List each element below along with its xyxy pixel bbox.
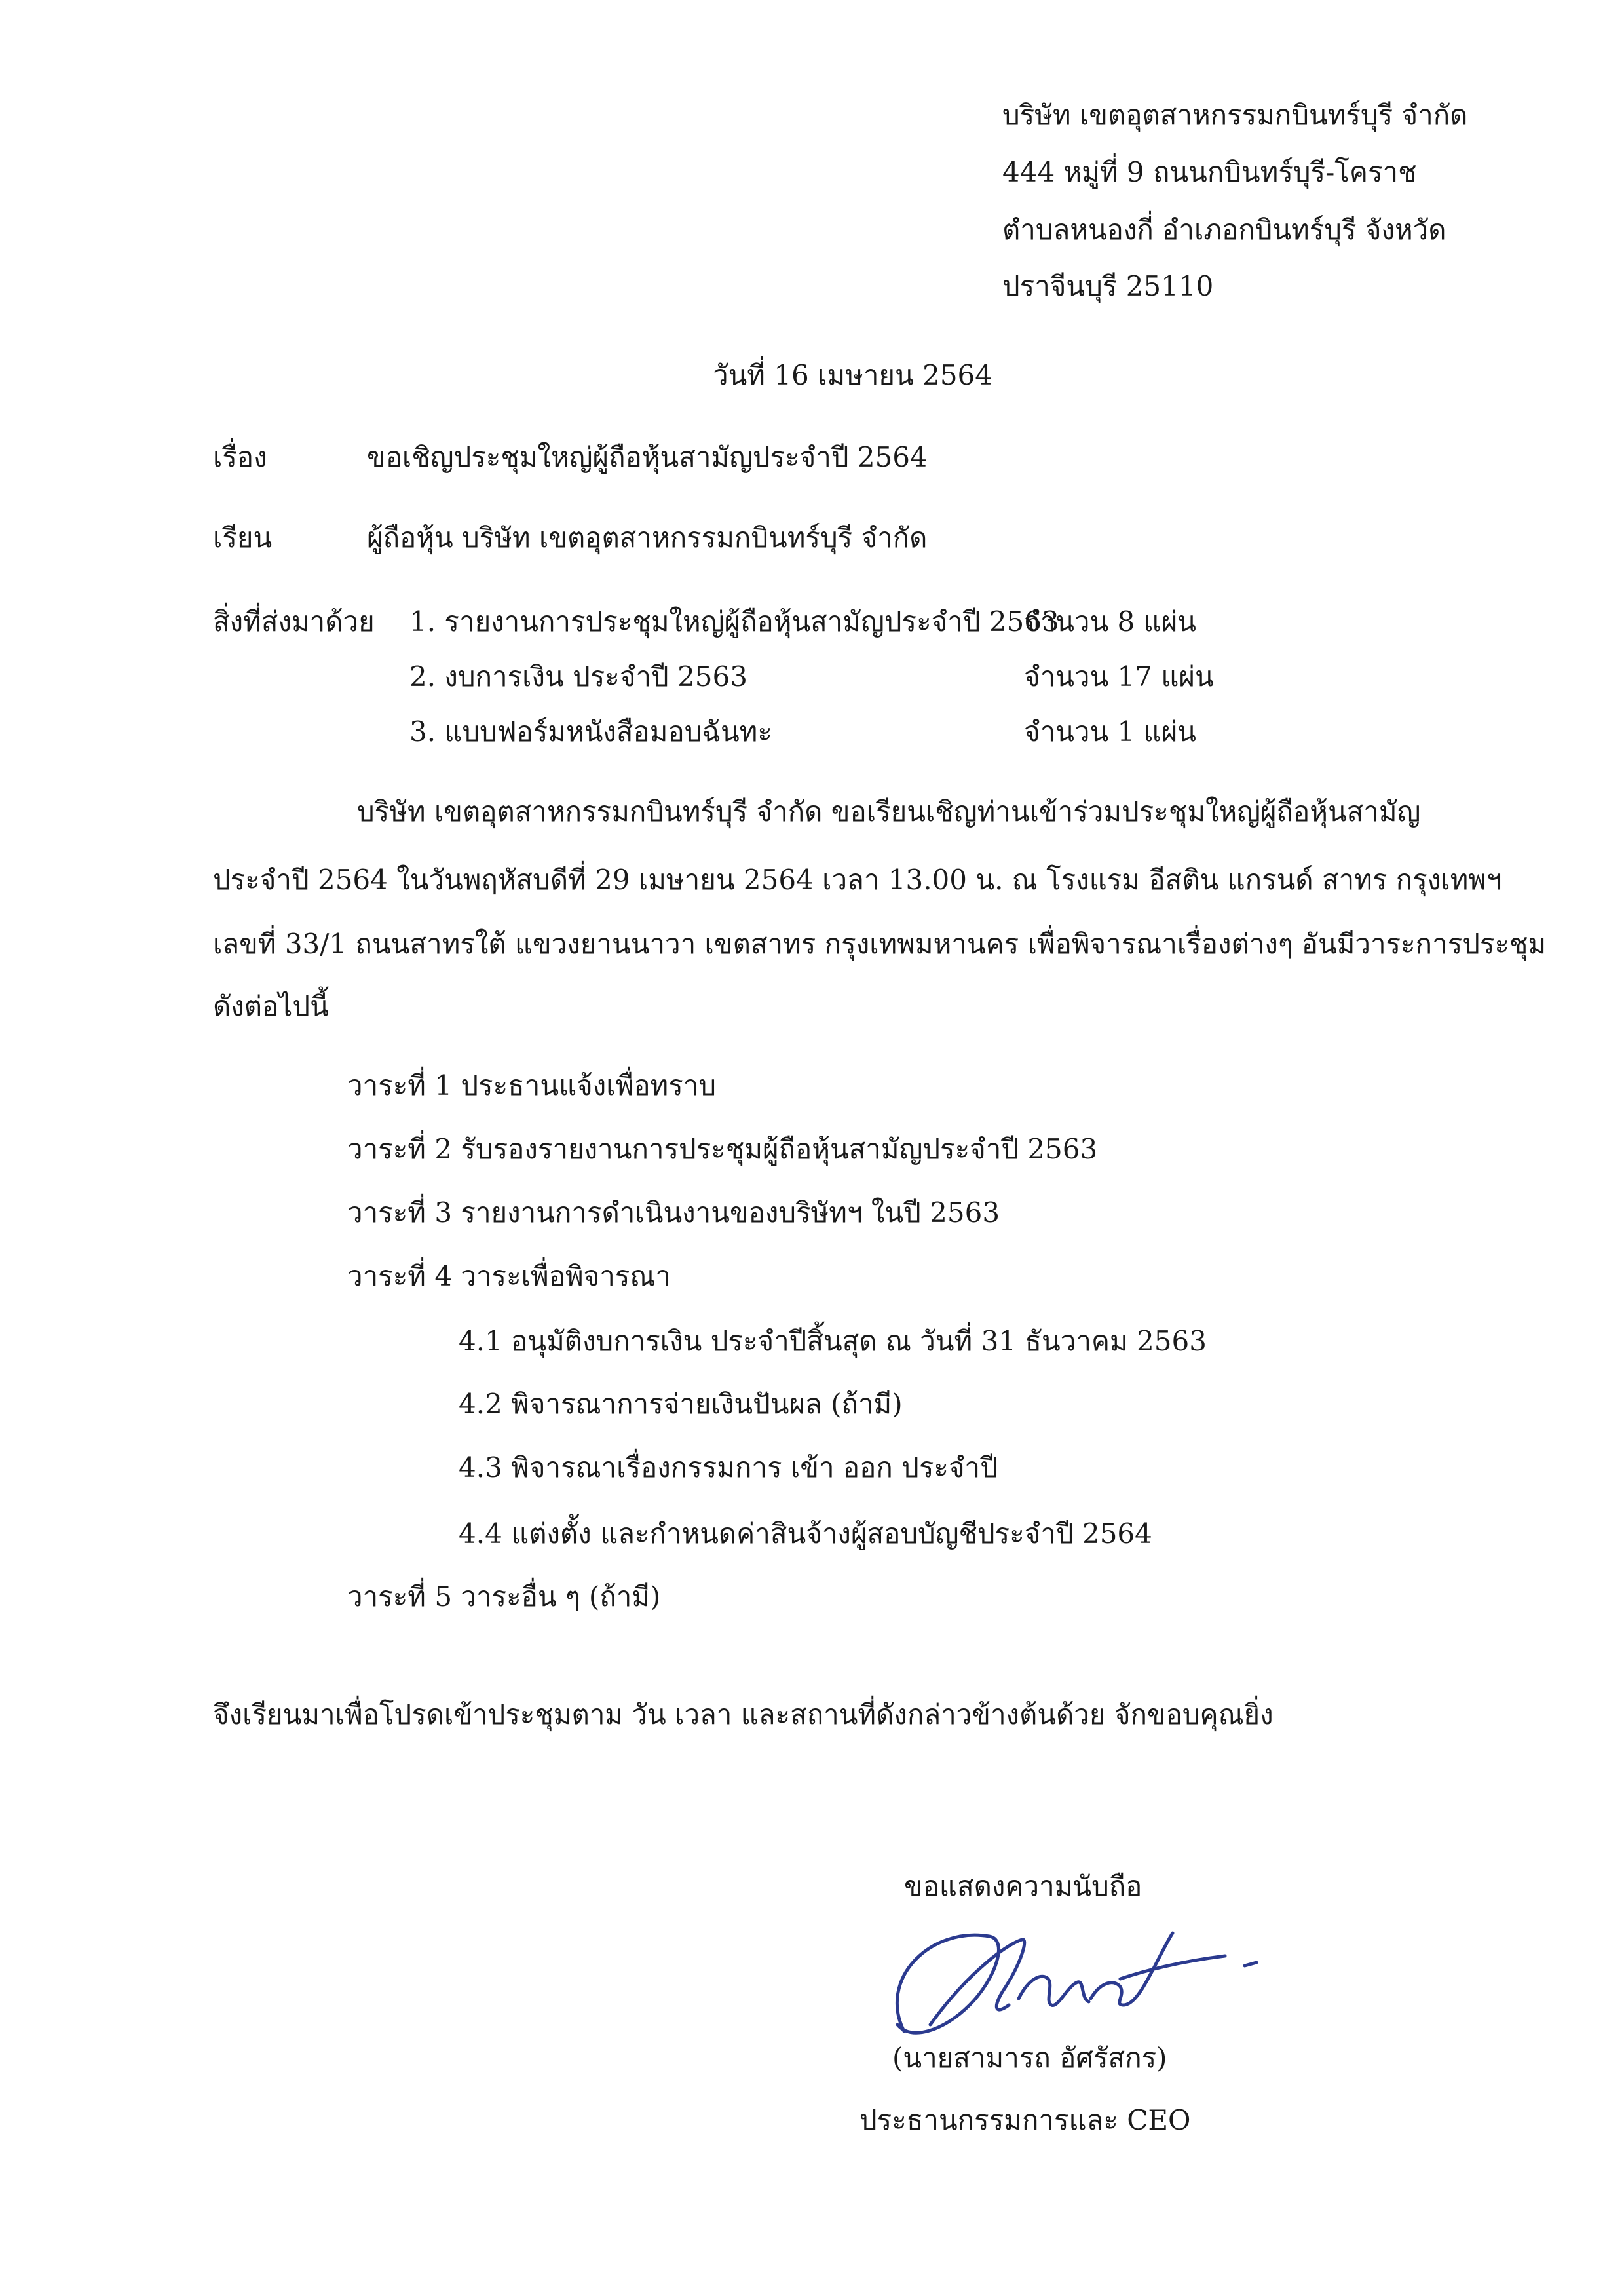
signature-stroke	[1120, 1956, 1225, 1979]
attachment-item-2: 2. งบการเงิน ประจำปี 2563	[409, 660, 747, 693]
agenda-sub-4-2: 4.2 พิจารณาการจ่ายเงินปันผล (ถ้ามี)	[459, 1388, 903, 1420]
agenda-item-2: วาระที่ 2 รับรองรายงานการประชุมผู้ถือหุ้นสามัญประจำปี 2563	[347, 1133, 1098, 1165]
attachment-qty-3: จำนวน 1 แผ่น	[1024, 716, 1197, 748]
body-line-2: ประจำปี 2564 ในวันพฤหัสบดีที่ 29 เมษายน 2564 เวลา 13.00 น. ณ โรงแรม อีสติน แกรนด์ สาทร กรุงเทพฯ	[213, 864, 1502, 896]
recipient-label: เรียน	[213, 522, 273, 554]
signature-stroke	[897, 1935, 998, 2033]
attachment-item-1: 1. รายงานการประชุมใหญ่ผู้ถือหุ้นสามัญประจำปี 2563	[409, 605, 1059, 638]
sender-address-line1: 444 หมู่ที่ 9 ถนนกบินทร์บุรี-โคราช	[1002, 156, 1417, 188]
signature-stroke	[930, 1940, 1025, 2025]
sender-address-line3: ปราจีนบุรี 25110	[1002, 270, 1214, 302]
signature-stroke	[1019, 1976, 1089, 2005]
letter-date: วันที่ 16 เมษายน 2564	[713, 359, 992, 391]
subject-text: ขอเชิญประชุมใหญ่ผู้ถือหุ้นสามัญประจำปี 2564	[367, 441, 928, 473]
closing-line: จึงเรียนมาเพื่อโปรดเข้าประชุมตาม วัน เวลา และสถานที่ดังกล่าวข้างต้นด้วย จักขอบคุณยิ่ง	[213, 1698, 1274, 1731]
recipient-text: ผู้ถือหุ้น บริษัท เขตอุตสาหกรรมกบินทร์บุรี จำกัด	[367, 522, 928, 554]
agenda-item-4: วาระที่ 4 วาระเพื่อพิจารณา	[347, 1260, 671, 1292]
agenda-sub-4-1: 4.1 อนุมัติงบการเงิน ประจำปีสิ้นสุด ณ วันที่ 31 ธันวาคม 2563	[459, 1325, 1207, 1357]
signatory-title: ประธานกรรมการและ CEO	[859, 2104, 1191, 2136]
body-line-1: บริษัท เขตอุตสาหกรรมกบินทร์บุรี จำกัด ขอเรียนเชิญท่านเข้าร่วมประชุมใหญ่ผู้ถือหุ้นสามัญ	[357, 795, 1421, 828]
signature-stroke	[1245, 1962, 1256, 1966]
sender-address-line2: ตำบลหนองกี่ อำเภอกบินทร์บุรี จังหวัด	[1002, 214, 1446, 246]
attachment-qty-2: จำนวน 17 แผ่น	[1024, 660, 1214, 693]
body-line-4: ดังต่อไปนี้	[213, 990, 329, 1022]
agenda-item-5: วาระที่ 5 วาระอื่น ๆ (ถ้ามี)	[347, 1580, 661, 1613]
agenda-sub-4-3: 4.3 พิจารณาเรื่องกรรมการ เข้า ออก ประจำปี	[459, 1451, 998, 1483]
signoff-text: ขอแสดงความนับถือ	[904, 1870, 1142, 1902]
agenda-sub-4-4: 4.4 แต่งตั้ง และกำหนดค่าสินจ้างผู้สอบบัญชีประจำปี 2564	[459, 1518, 1152, 1550]
subject-label: เรื่อง	[213, 441, 267, 473]
attachment-item-3: 3. แบบฟอร์มหนังสือมอบฉันทะ	[409, 716, 772, 748]
body-line-3: เลขที่ 33/1 ถนนสาทรใต้ แขวงยานนาวา เขตสาทร กรุงเทพมหานคร เพื่อพิจารณาเรื่องต่างๆ อันมีวาระการประชุม	[213, 928, 1547, 960]
attachments-label: สิ่งที่ส่งมาด้วย	[213, 605, 375, 638]
agenda-item-3: วาระที่ 3 รายงานการดำเนินงานของบริษัทฯ ในปี 2563	[347, 1196, 1000, 1229]
signature-image	[832, 1900, 1264, 2051]
sender-name: บริษัท เขตอุตสาหกรรมกบินทร์บุรี จำกัด	[1002, 99, 1468, 131]
signatory-name: (นายสามารถ อัศรัสกร)	[892, 2042, 1167, 2074]
attachment-qty-1: จำนวน 8 แผ่น	[1024, 605, 1197, 638]
agenda-item-1: วาระที่ 1 ประธานแจ้งเพื่อทราบ	[347, 1069, 717, 1101]
